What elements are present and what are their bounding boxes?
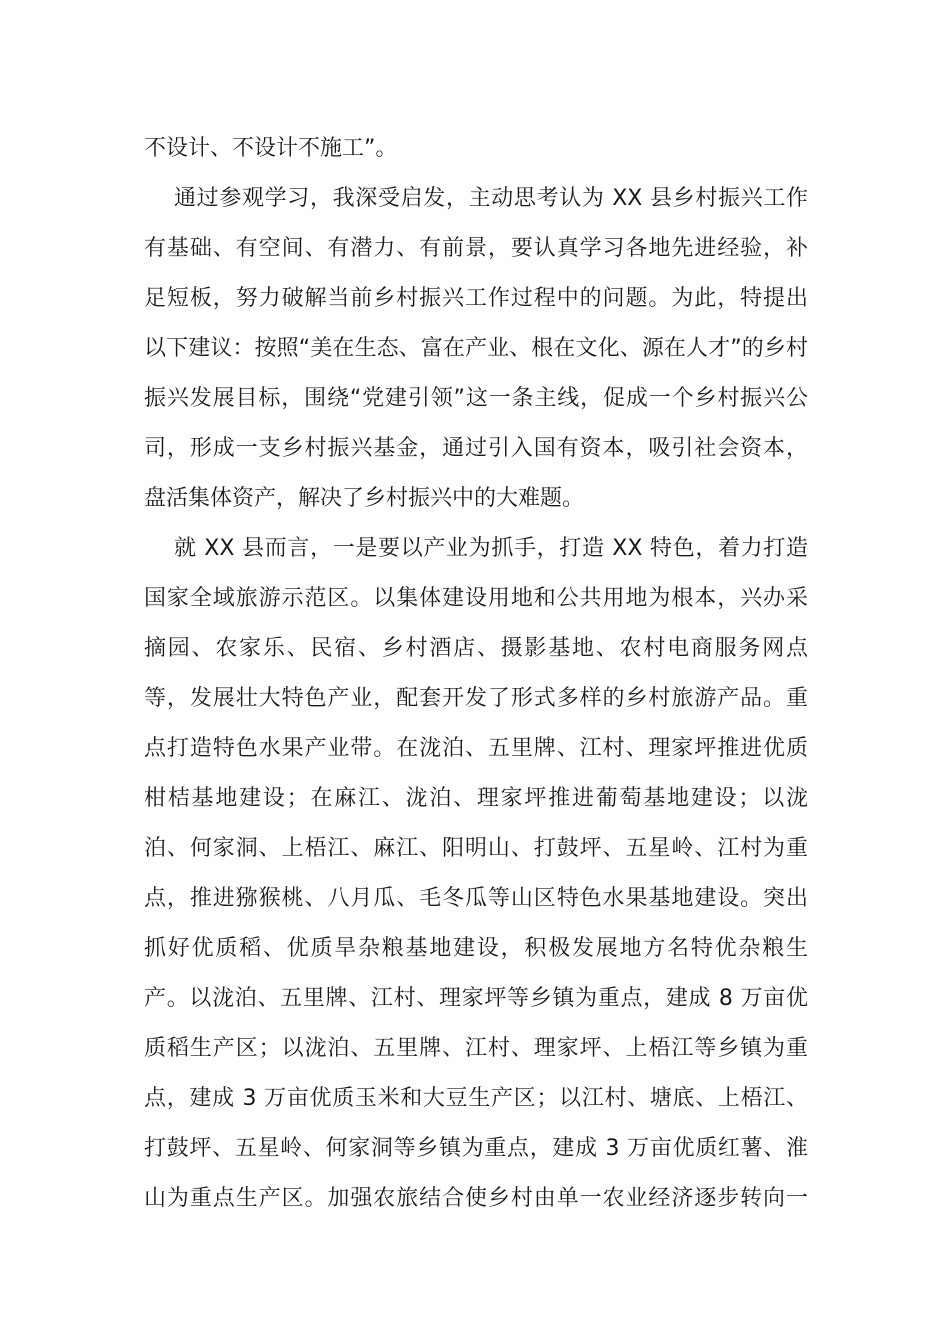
paragraph-3-line-6: 柑桔基地建设；在麻江、泷泊、理家坪推进葡萄基地建设；以泷 <box>144 786 808 811</box>
paragraph-3-line-10: 产。以泷泊、五里牌、江村、理家坪等乡镇为重点，建成 8 万亩优 <box>144 986 808 1011</box>
paragraph-2-line-1: 通过参观学习，我深受启发，主动思考认为 XX 县乡村振兴工作 <box>174 186 808 211</box>
paragraph-2-line-7: 盘活集体资产，解决了乡村振兴中的大难题。 <box>144 486 585 511</box>
document-body <box>144 124 808 1224</box>
paragraph-3-line-13: 打鼓坪、五星岭、何家洞等乡镇为重点，建成 3 万亩优质红薯、淮 <box>144 1136 808 1161</box>
paragraph-3-line-4: 等，发展壮大特色产业，配套开发了形式多样的乡村旅游产品。重 <box>144 686 808 711</box>
paragraph-3-line-2: 国家全域旅游示范区。以集体建设用地和公共用地为根本，兴办采 <box>144 586 808 611</box>
paragraph-3-line-14: 山为重点生产区。加强农旅结合使乡村由单一农业经济逐步转向一 <box>144 1186 808 1211</box>
paragraph-3-line-8: 点，推进猕猴桃、八月瓜、毛冬瓜等山区特色水果基地建设。突出 <box>144 886 808 911</box>
paragraph-3-line-1: 就 XX 县而言，一是要以产业为抓手，打造 XX 特色，着力打造 <box>174 536 808 561</box>
paragraph-3-line-5: 点打造特色水果产业带。在泷泊、五里牌、江村、理家坪推进优质 <box>144 736 808 761</box>
paragraph-1-line-1: 不设计、不设计不施工”。 <box>144 136 398 161</box>
paragraph-2-line-6: 司，形成一支乡村振兴基金，通过引入国有资本，吸引社会资本， <box>144 436 808 461</box>
paragraph-2-line-5: 振兴发展目标，围绕“党建引领”这一条主线，促成一个乡村振兴公 <box>144 386 808 411</box>
paragraph-3-line-3: 摘园、农家乐、民宿、乡村酒店、摄影基地、农村电商服务网点 <box>144 636 808 661</box>
paragraph-3-line-9: 抓好优质稻、优质旱杂粮基地建设，积极发展地方名特优杂粮生 <box>144 936 808 961</box>
paragraph-3-line-11: 质稻生产区；以泷泊、五里牌、江村、理家坪、上梧江等乡镇为重 <box>144 1036 808 1061</box>
paragraph-3-line-7: 泊、何家洞、上梧江、麻江、阳明山、打鼓坪、五星岭、江村为重 <box>144 836 808 861</box>
paragraph-2-line-3: 足短板，努力破解当前乡村振兴工作过程中的问题。为此，特提出 <box>144 286 808 311</box>
paragraph-2-line-2: 有基础、有空间、有潜力、有前景，要认真学习各地先进经验，补 <box>144 236 808 261</box>
paragraph-3-line-12: 点，建成 3 万亩优质玉米和大豆生产区；以江村、塘底、上梧江、 <box>144 1086 808 1111</box>
paragraph-2-line-4: 以下建议：按照“美在生态、富在产业、根在文化、源在人才”的乡村 <box>144 336 808 361</box>
